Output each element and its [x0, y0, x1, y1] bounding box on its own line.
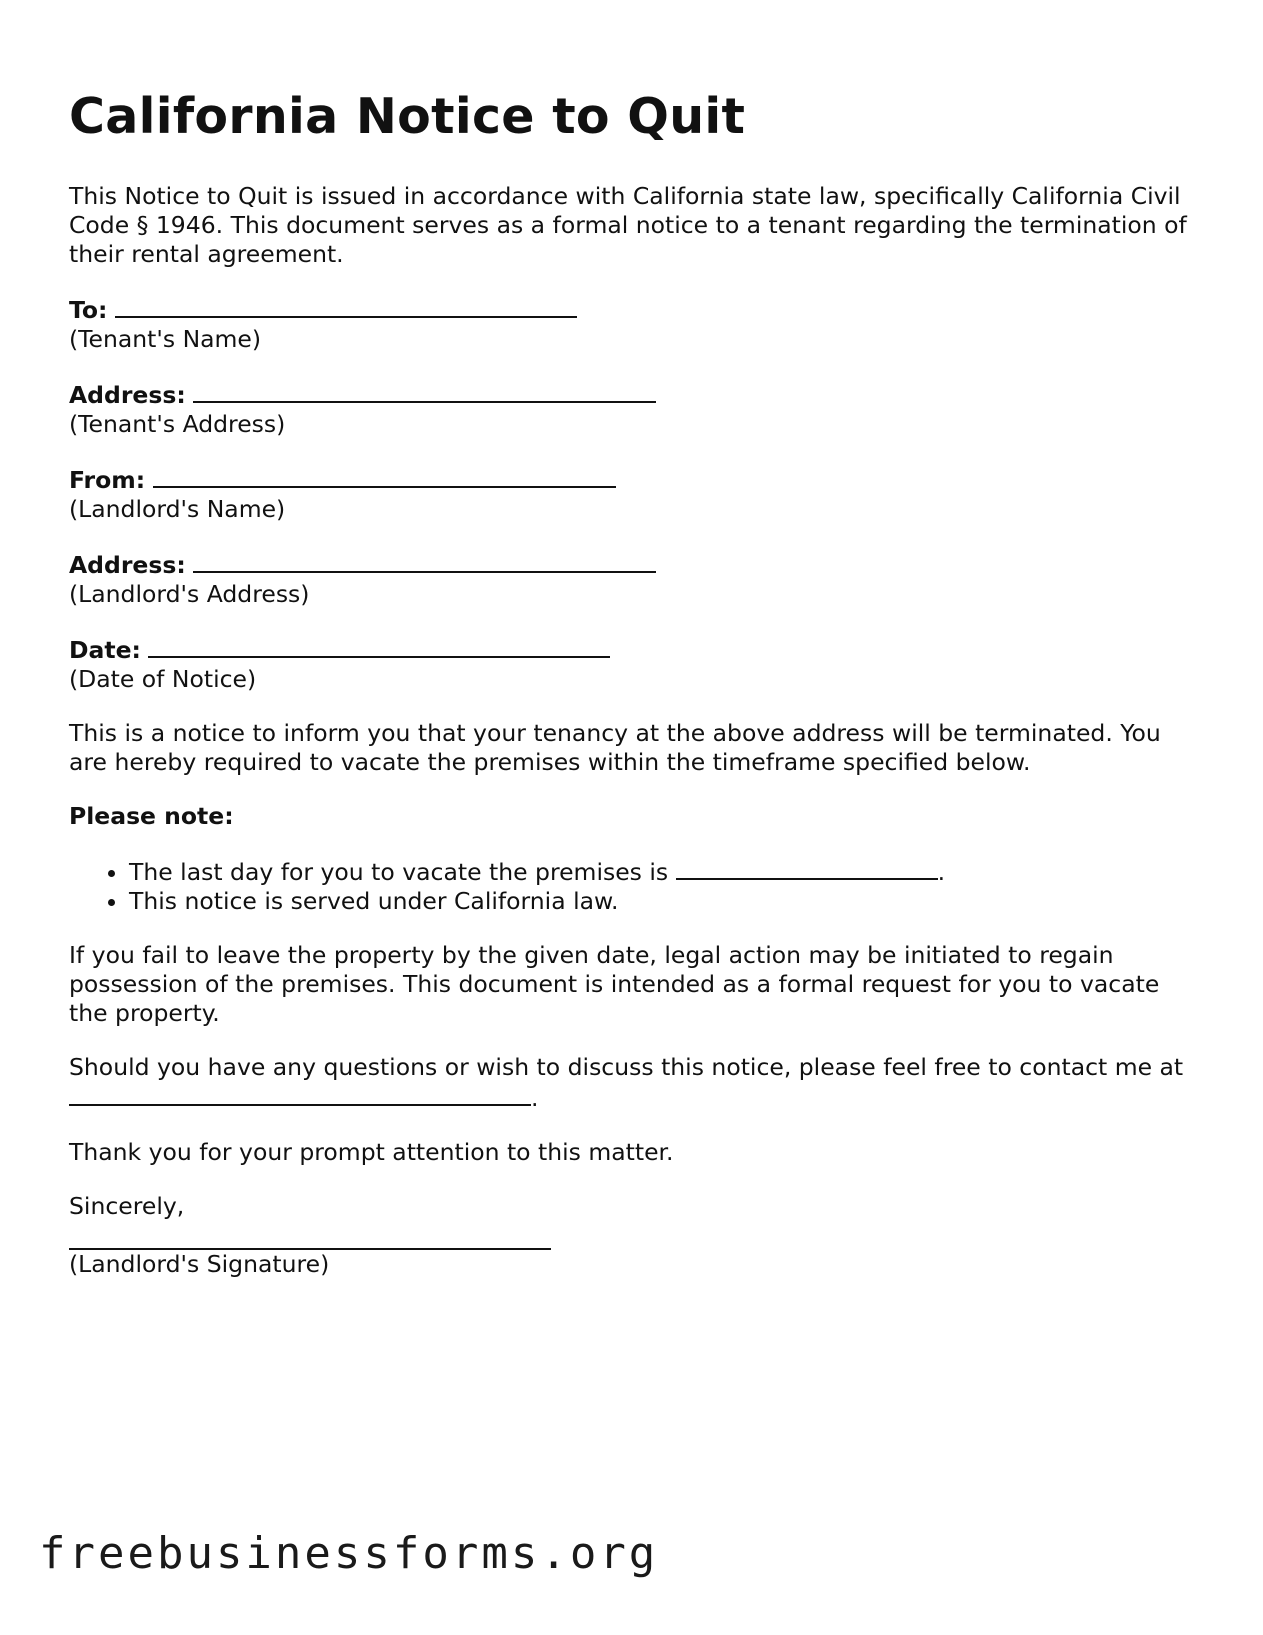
- field-tenant-address: [69, 379, 1199, 439]
- contact-paragraph: [69, 1053, 1199, 1113]
- signature-block: [69, 1192, 1199, 1279]
- notes-list: [69, 856, 1199, 916]
- notice-paragraph: This is a notice to inform you that your tenancy at the above address will be terminated. You are hereby required to vacate the premises within the timeframe specified below.: [69, 719, 1161, 776]
- landlord-address-blank[interactable]: [193, 549, 656, 573]
- closing-text: Sincerely,: [69, 1192, 185, 1220]
- field-hint: (Landlord's Address): [69, 580, 310, 608]
- period: .: [937, 858, 946, 886]
- list-item: • This notice is served under California law.: [129, 887, 1199, 916]
- fail-paragraph: If you fail to leave the property by the given date, legal action may be initiated to regain possession of the premises. This document is intended as a formal request for you to vacate the property.: [69, 941, 1160, 1027]
- list-item: [129, 856, 1199, 887]
- landlord-name-blank[interactable]: [153, 464, 616, 488]
- field-hint: (Tenant's Name): [69, 325, 262, 353]
- contact-text: Should you have any questions or wish to discuss this notice, please feel free to contact me at: [69, 1053, 1184, 1081]
- vacate-date-text: The last day for you to vacate the premises is: [129, 858, 669, 886]
- tenant-name-blank[interactable]: [115, 294, 577, 318]
- field-landlord-name: [69, 464, 1199, 524]
- field-label: Address:: [69, 551, 186, 579]
- field-hint: (Date of Notice): [69, 665, 257, 693]
- thanks-paragraph: Thank you for your prompt attention to this matter.: [69, 1138, 674, 1166]
- field-tenant-name: [69, 294, 1199, 354]
- period: .: [531, 1084, 539, 1112]
- field-label: Address:: [69, 381, 186, 409]
- signature-hint: (Landlord's Signature): [69, 1250, 330, 1278]
- notice-date-blank[interactable]: [148, 634, 610, 658]
- field-hint: (Tenant's Address): [69, 410, 286, 438]
- field-label: From:: [69, 466, 146, 494]
- field-notice-date: [69, 634, 1199, 694]
- document-body: [69, 182, 1199, 1279]
- tenant-address-blank[interactable]: [193, 379, 656, 403]
- watermark: freebusinessforms.org: [39, 1528, 659, 1579]
- intro-paragraph: This Notice to Quit is issued in accordance with California state law, specifically California Civil Code § 1946. This document serves as a formal notice to a tenant regarding the termination of their rental agreement.: [69, 182, 1187, 268]
- field-label: Date:: [69, 636, 141, 664]
- vacate-date-blank[interactable]: [676, 856, 938, 880]
- contact-blank[interactable]: [69, 1082, 531, 1106]
- page-title: California Notice to Quit: [69, 88, 746, 145]
- please-note-heading: Please note:: [69, 802, 234, 830]
- field-hint: (Landlord's Name): [69, 495, 286, 523]
- signature-line[interactable]: [69, 1221, 551, 1250]
- field-label: To:: [69, 296, 108, 324]
- field-landlord-address: [69, 549, 1199, 609]
